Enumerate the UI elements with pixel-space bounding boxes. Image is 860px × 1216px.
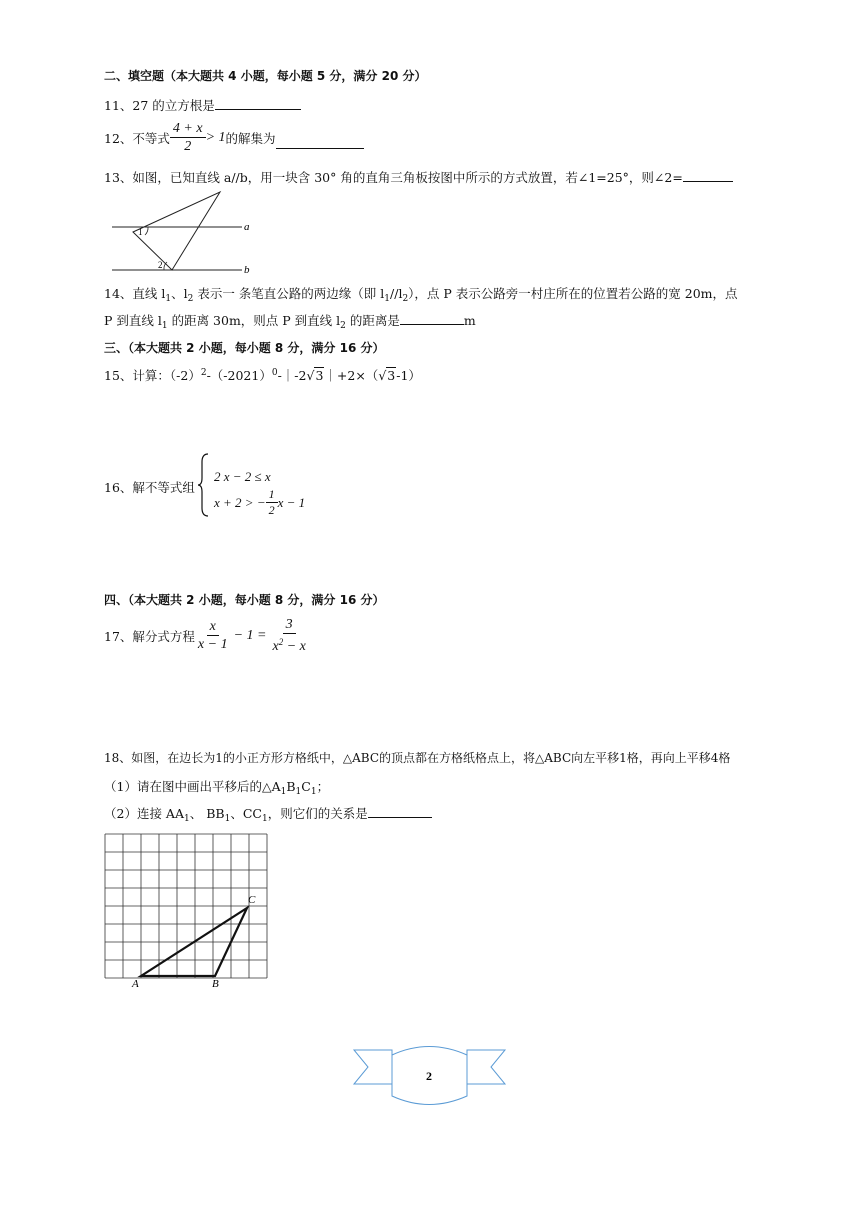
fraction-denominator: 2 — [184, 139, 192, 154]
question-11-text: 11、27 的立方根是 — [104, 98, 215, 113]
q18-text: C — [301, 779, 311, 794]
sqrt-symbol: √ — [306, 368, 315, 383]
q18-text: （1）请在图中画出平移后的△A — [104, 779, 281, 794]
question-14-line-1 — [104, 284, 738, 304]
q14-text: P 到直线 l — [104, 313, 162, 328]
fraction-denominator: x − 1 — [197, 637, 228, 652]
vertex-label-a: A — [132, 978, 139, 990]
q14-text: 、l — [171, 286, 188, 301]
angle-1-arc — [145, 227, 148, 235]
q14-sub: 2 — [340, 321, 346, 331]
q18-text: 、 BB — [189, 806, 225, 821]
q18-sub: 1 — [280, 787, 287, 797]
question-17 — [104, 616, 309, 655]
q14-text: 的距离 30m，则点 P 到直线 l — [167, 313, 341, 328]
den-var: x — [272, 639, 279, 654]
equation-middle: − 1 = — [233, 627, 267, 643]
fraction-x-over-x-minus-1 — [195, 618, 231, 653]
q14-sub: 2 — [187, 294, 194, 304]
q14-sub: 1 — [165, 294, 172, 304]
inequality-2 — [214, 487, 305, 518]
q18-text: B — [286, 779, 296, 794]
fraction-4-plus-x-over-2 — [170, 120, 206, 155]
inequality-2-right: x − 1 — [277, 494, 306, 510]
q15-text: 15、计算：（-2） — [104, 368, 201, 383]
parallel-lines-triangle-figure — [108, 188, 258, 276]
answer-blank-11[interactable] — [215, 97, 301, 110]
fraction-numerator: 1 — [266, 487, 278, 503]
answer-blank-14[interactable] — [400, 312, 464, 325]
q18-text: （2）连接 AA — [104, 806, 184, 821]
q14-sub: 1 — [161, 321, 168, 331]
q18-sub: 1 — [183, 814, 190, 824]
square-grid-figure — [100, 830, 272, 1000]
question-12 — [104, 120, 364, 155]
den-rest: − x — [283, 639, 306, 654]
section-3-heading: 三、（本大题共 2 小题，每小题 8 分，满分 16 分） — [104, 341, 385, 355]
vertex-label-b: B — [212, 978, 219, 990]
fraction-numerator: 3 — [283, 616, 296, 634]
question-14-line-2 — [104, 311, 476, 331]
answer-blank-12[interactable] — [276, 136, 364, 149]
den-exponent: 2 — [278, 637, 284, 647]
q14-text: ），点 P 表示公路旁一村庄所在的位置若公路的宽 20m，点 — [408, 286, 738, 301]
radicand: 3 — [387, 368, 396, 383]
question-18-part-2 — [104, 804, 432, 824]
question-18-part-1 — [104, 777, 329, 797]
q14-text: 14、直线 l — [104, 286, 166, 301]
page-number: 2 — [426, 1069, 432, 1083]
system-brace — [198, 452, 210, 518]
ribbon-left-tail — [354, 1050, 392, 1084]
q18-sub: 1 — [295, 787, 302, 797]
q15-text: -1） — [396, 368, 421, 383]
q18-text: ，则它们的关系是 — [267, 806, 368, 821]
q18-text: ； — [316, 779, 330, 794]
fraction-one-half — [266, 487, 278, 518]
inequality-comparison: > 1 — [205, 129, 226, 145]
question-12-suffix: 的解集为 — [225, 130, 276, 146]
q14-unit: m — [463, 313, 476, 328]
question-13 — [104, 168, 733, 186]
fraction-3-over-x2-minus-x — [269, 616, 308, 655]
sqrt-symbol: √ — [378, 368, 387, 383]
inequality-1: 2 x − 2 ≤ x — [214, 469, 271, 484]
vertex-label-c: C — [248, 894, 256, 906]
section-2-heading: 二、填空题（本大题共 4 小题，每小题 5 分，满分 20 分） — [104, 69, 427, 83]
q14-text: //l — [390, 286, 403, 301]
label-b: b — [244, 264, 250, 276]
q14-sub: 2 — [402, 294, 409, 304]
label-angle-1: 1 — [138, 227, 143, 237]
question-11 — [104, 96, 301, 114]
fraction-denominator — [269, 634, 308, 655]
answer-blank-13[interactable] — [683, 169, 733, 182]
question-15 — [104, 366, 421, 384]
section-4-heading: 四、（本大题共 2 小题，每小题 8 分，满分 16 分） — [104, 593, 385, 607]
q18-sub: 1 — [224, 814, 231, 824]
fraction-numerator: 4 + x — [170, 120, 206, 138]
q14-text: 表示一 条笔直公路的两边缘（即 l — [193, 286, 385, 301]
inequality-2-left: x + 2 > − — [214, 494, 266, 510]
q18-sub: 1 — [310, 787, 317, 797]
q15-text: -｜-2 — [277, 368, 307, 383]
q17-prefix: 17、解分式方程 — [104, 628, 195, 644]
question-18-text: 18、如图，在边长为1的小正方形方格纸中，△ABC的顶点都在方格纸格点上，将△ABC向左平移1格，再向上平移4格 — [104, 751, 731, 765]
label-angle-2: 2 — [158, 260, 163, 270]
q15-text: -（-2021） — [206, 368, 272, 383]
label-a: a — [244, 221, 250, 233]
question-12-prefix: 12、不等式 — [104, 130, 170, 146]
question-13-text: 13、如图，已知直线 a//b，用一块含 30° 角的直角三角板按图中所示的方式放置，若∠1=25°，则∠2= — [104, 170, 683, 185]
q18-sub: 1 — [261, 814, 268, 824]
page-number-ribbon — [352, 1040, 507, 1115]
fraction-numerator: x — [207, 618, 219, 636]
q15-exponent: 2 — [200, 368, 207, 378]
radicand: 3 — [315, 368, 324, 383]
question-16-prefix: 16、解不等式组 — [104, 480, 195, 495]
q14-sub: 1 — [384, 294, 391, 304]
set-square-triangle — [133, 192, 220, 270]
ribbon-right-tail — [467, 1050, 505, 1084]
q14-text: 的距离是 — [345, 313, 400, 328]
q15-exponent: 0 — [271, 368, 278, 378]
q18-text: 、CC — [230, 806, 262, 821]
answer-blank-18[interactable] — [368, 805, 432, 818]
fraction-denominator: 2 — [268, 503, 275, 517]
grid-lines — [105, 834, 267, 978]
q15-text: ｜+2×（ — [324, 368, 379, 383]
